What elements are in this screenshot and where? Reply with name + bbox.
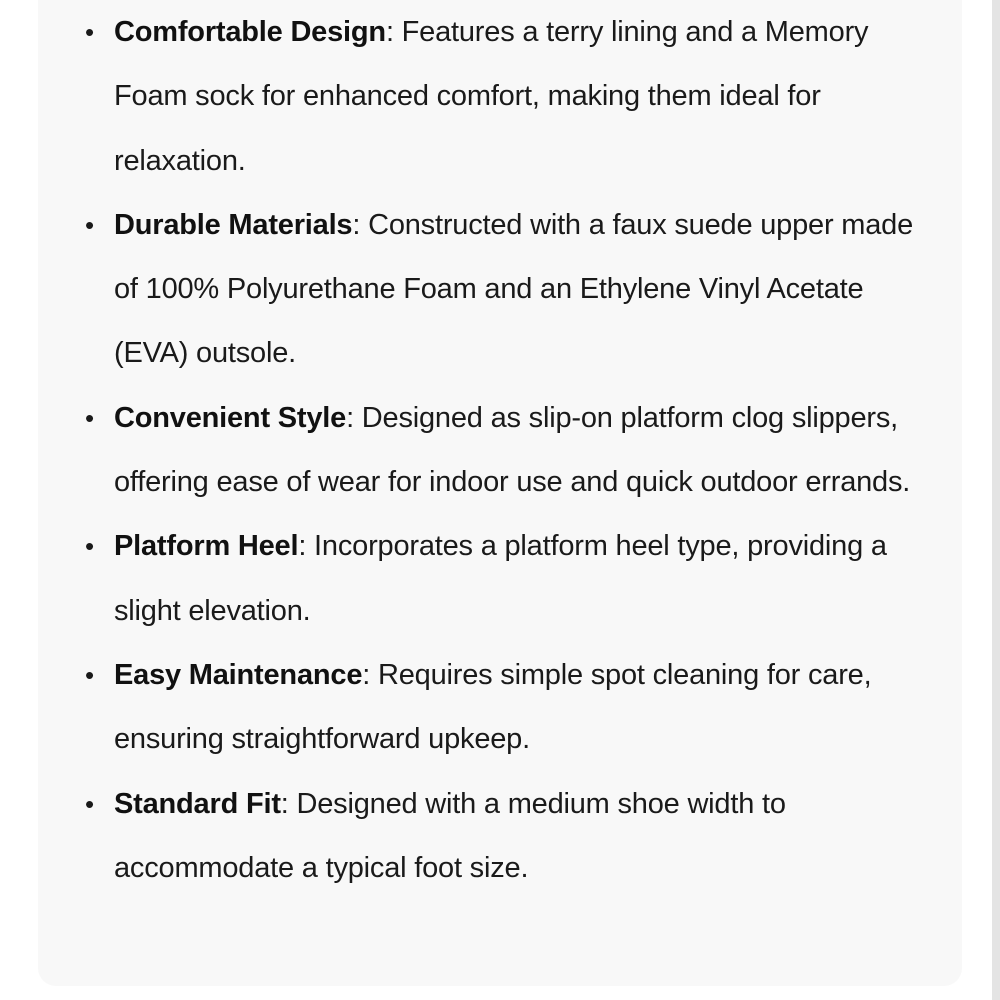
feature-term: Durable Materials xyxy=(114,208,353,241)
list-item xyxy=(38,0,962,193)
feature-description: Requires simple spot cleaning for care, ensuring straightforward upkeep. xyxy=(114,658,872,756)
feature-separator: : xyxy=(362,658,371,691)
feature-separator: : xyxy=(385,16,394,48)
list-item xyxy=(38,193,962,386)
feature-term: Platform Heel xyxy=(114,530,299,563)
bullet-icon: • xyxy=(85,402,94,433)
feature-separator: : xyxy=(352,208,361,241)
list-item xyxy=(38,643,962,772)
list-item xyxy=(38,772,962,901)
feature-separator: : xyxy=(280,787,289,820)
bullet-icon: • xyxy=(85,531,94,562)
feature-term: Convenient Style xyxy=(114,401,347,434)
feature-term: Standard Fit xyxy=(114,787,281,820)
list-item xyxy=(38,386,962,515)
scrollbar[interactable] xyxy=(992,0,1000,1000)
bullet-icon: • xyxy=(85,659,94,690)
feature-description: Incorporates a platform heel type, providing a slight elevation. xyxy=(114,530,887,627)
feature-description: Constructed with a faux suede upper made of 100% Polyurethane Foam and an Ethylene Vinyl Acetate (EVA) outsole. xyxy=(114,208,914,370)
bullet-icon: • xyxy=(85,17,94,47)
feature-description: Designed with a medium shoe width to accommodate a typical foot size. xyxy=(114,787,786,884)
list-item xyxy=(38,514,962,643)
product-features-card xyxy=(38,0,962,986)
bullet-icon: • xyxy=(85,209,94,240)
feature-term: Comfortable Design xyxy=(114,16,386,48)
bullet-icon: • xyxy=(85,788,94,819)
feature-separator: : xyxy=(298,530,307,563)
feature-description: Features a terry lining and a Memory Foam sock for enhanced comfort, making them ideal for relaxation. xyxy=(114,16,869,177)
feature-list xyxy=(38,0,962,900)
feature-term: Easy Maintenance xyxy=(114,658,363,691)
feature-separator: : xyxy=(346,401,354,434)
feature-description: Designed as slip-on platform clog slippers, offering ease of wear for indoor use and quick outdoor errands. xyxy=(114,401,911,499)
